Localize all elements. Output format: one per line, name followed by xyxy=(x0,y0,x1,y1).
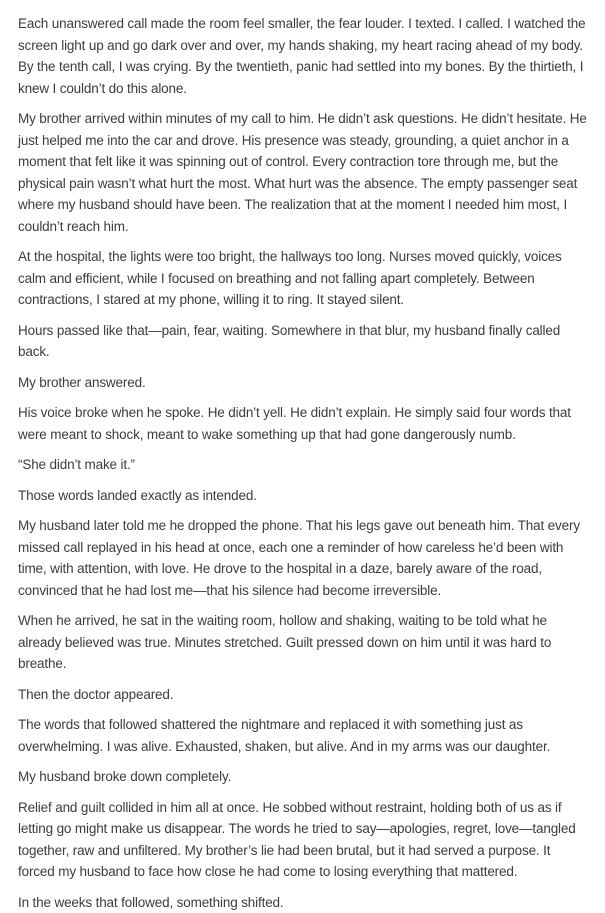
paragraph: At the hospital, the lights were too bright, the hallways too long. Nurses moved quickly, voices calm and efficient, while I focused on breathing and not falling apart completely. Between contractions, I stared at my phone, willing it to ring. It stayed silent. xyxy=(18,246,588,311)
paragraph: My brother arrived within minutes of my call to him. He didn’t ask questions. He didn’t hesitate. He just helped me into the car and drove. His presence was steady, grounding, a quiet anchor in a moment that felt like it was spinning out of control. Every contraction tore through me, but the physical pain wasn’t what hurt the most. What hurt was the absence. The empty passenger seat where my husband should have been. The realization that at the moment I needed him most, I couldn’t reach him. xyxy=(18,108,588,237)
paragraph: My brother answered. xyxy=(18,372,588,394)
paragraph: My husband broke down completely. xyxy=(18,766,588,788)
paragraph: Then the doctor appeared. xyxy=(18,684,588,706)
paragraph: Relief and guilt collided in him all at once. He sobbed without restraint, holding both of us as if letting go might make us disappear. The words he tried to say—apologies, regret, love—tangled together, raw and unfiltered. My brother’s lie had been brutal, but it had served a purpose. It forced my husband to face how close he had come to losing everything that mattered. xyxy=(18,797,588,883)
paragraph: In the weeks that followed, something shifted. xyxy=(18,892,588,913)
paragraph-quote: “She didn’t make it.” xyxy=(18,454,588,476)
article-body xyxy=(18,13,588,913)
paragraph: My husband later told me he dropped the phone. That his legs gave out beneath him. That every missed call replayed in his head at once, each one a reminder of how careless he’d been with time, with attention, with love. He drove to the hospital in a daze, barely aware of the road, convinced that he had lost me—that his silence had become irreversible. xyxy=(18,515,588,601)
paragraph: His voice broke when he spoke. He didn’t yell. He didn’t explain. He simply said four words that were meant to shock, meant to wake something up that had gone dangerously numb. xyxy=(18,402,588,445)
paragraph: When he arrived, he sat in the waiting room, hollow and shaking, waiting to be told what he already believed was true. Minutes stretched. Guilt pressed down on him until it was hard to breathe. xyxy=(18,610,588,675)
paragraph: Hours passed like that—pain, fear, waiting. Somewhere in that blur, my husband finally called back. xyxy=(18,320,588,363)
paragraph: Those words landed exactly as intended. xyxy=(18,485,588,507)
paragraph: Each unanswered call made the room feel smaller, the fear louder. I texted. I called. I watched the screen light up and go dark over and over, my hands shaking, my heart racing ahead of my body. By the tenth call, I was crying. By the twentieth, panic had settled into my bones. By the thirtieth, I knew I couldn’t do this alone. xyxy=(18,13,588,99)
paragraph: The words that followed shattered the nightmare and replaced it with something just as overwhelming. I was alive. Exhausted, shaken, but alive. And in my arms was our daughter. xyxy=(18,714,588,757)
